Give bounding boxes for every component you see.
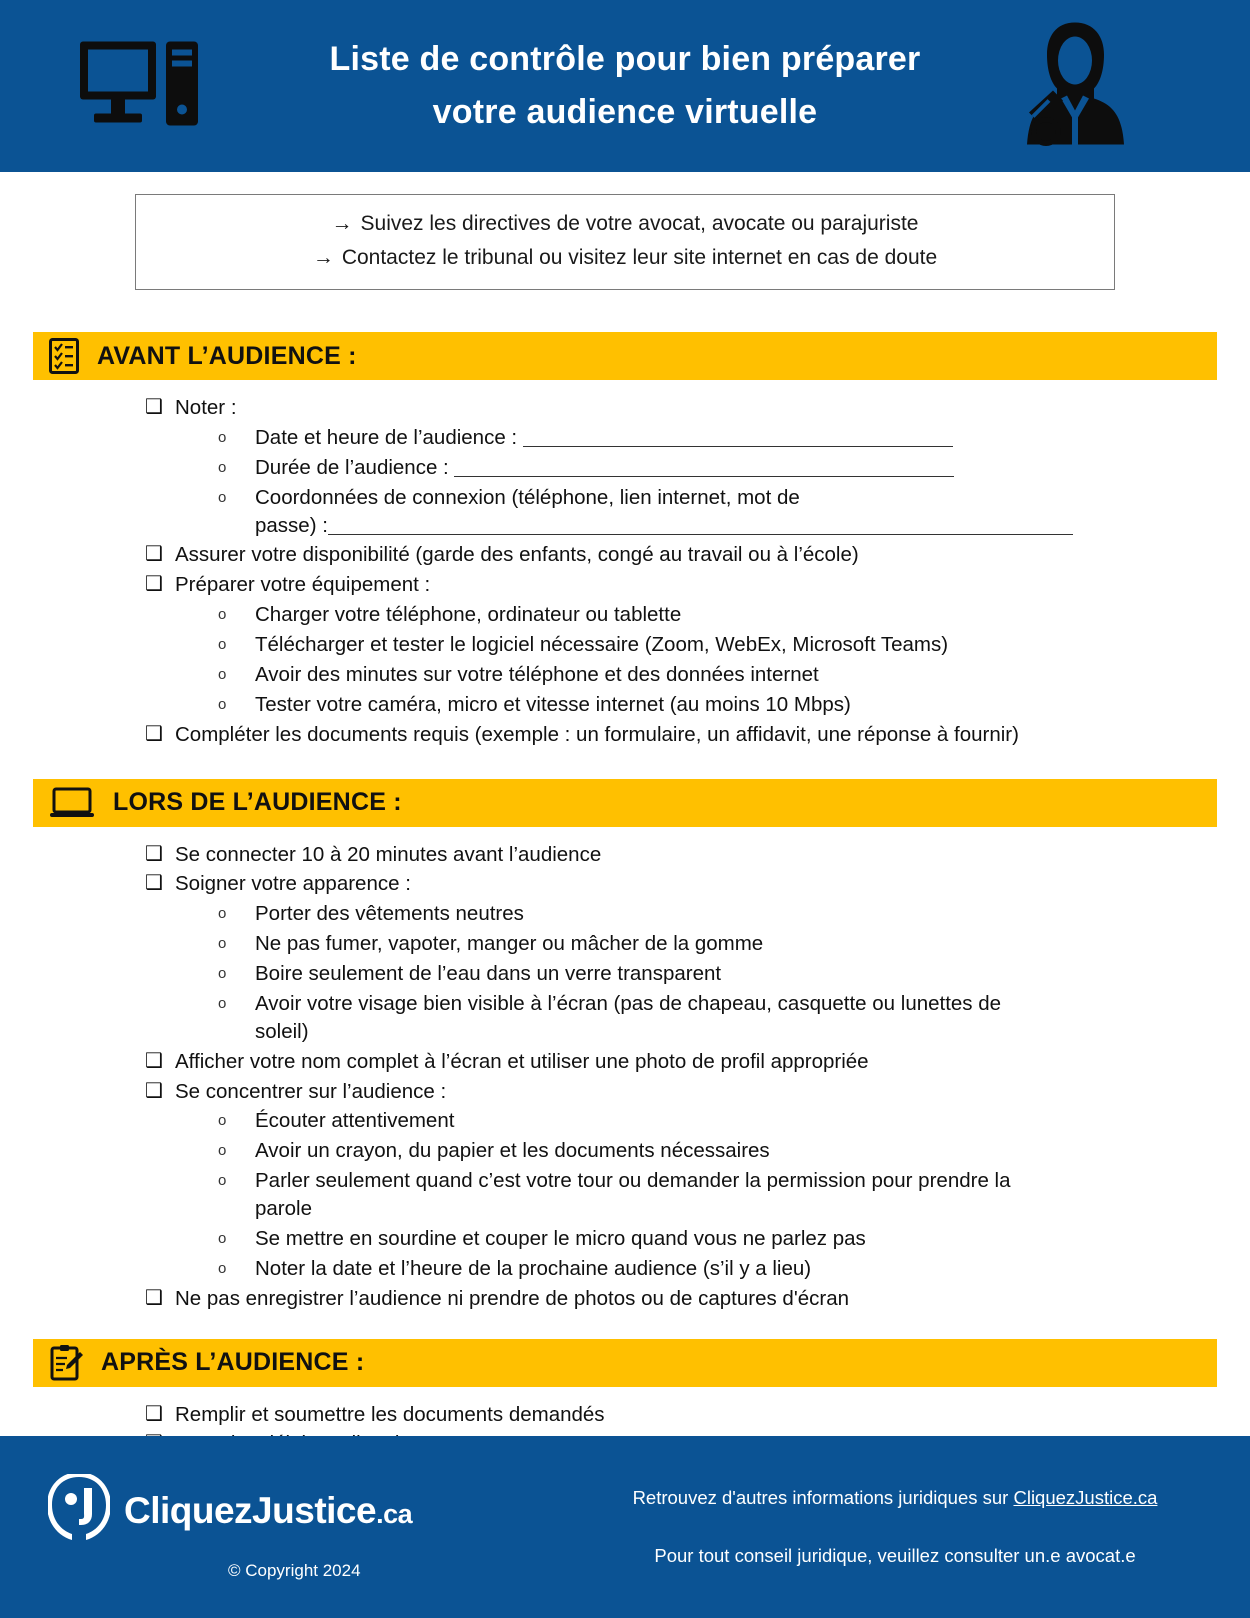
checkbox-icon[interactable]: ❑: [145, 396, 163, 419]
checkbox-icon[interactable]: ❑: [145, 1402, 163, 1425]
list-item[interactable]: [0, 721, 1250, 749]
list-item[interactable]: [0, 1401, 1250, 1429]
section-banner-lors: [33, 779, 1217, 827]
list-item[interactable]: [0, 541, 1250, 569]
bullet-spacer: [215, 1018, 255, 1046]
list-item[interactable]: [0, 1048, 1250, 1076]
list-item[interactable]: [0, 571, 1250, 599]
notice-text-2: Contactez le tribunal ou visitez leur site internet en cas de doute: [341, 246, 938, 270]
circle-bullet-icon: o: [218, 965, 227, 983]
checkbox-icon[interactable]: ❑: [145, 872, 163, 895]
notice-text-1: Suivez les directives de votre avocat, avocate ou parajuriste: [360, 212, 919, 235]
list-item-label: Tester votre caméra, micro et vitesse internet (au moins 10 Mbps): [255, 692, 851, 716]
checkbox-icon[interactable]: ❑: [145, 722, 163, 745]
circle-bullet-icon: o: [218, 1112, 227, 1130]
title-line-1: Liste de contrôle pour bien préparer: [329, 40, 921, 79]
circle-bullet-icon: o: [218, 695, 227, 713]
list-item-label: soleil): [255, 1019, 309, 1043]
list-item-continuation: [0, 512, 1250, 540]
circle-bullet-icon: o: [218, 1229, 227, 1247]
list-item-text: Durée de l’audience :: [255, 455, 455, 479]
list-item-label: Avoir votre visage bien visible à l’écran (pas de chapeau, casquette ou lunettes de: [255, 991, 1002, 1015]
list-item-label: [255, 454, 1250, 482]
desktop-computer-icon: [78, 38, 200, 135]
list-item[interactable]: [0, 900, 1250, 928]
list-item-label: Charger votre téléphone, ordinateur ou tablette: [255, 603, 682, 627]
list-item-label: Avoir un crayon, du papier et les documents nécessaires: [255, 1139, 770, 1163]
clipboard-pen-icon: [49, 1344, 83, 1382]
section-title-lors: LORS DE L’AUDIENCE :: [113, 788, 402, 817]
page-title: [330, 33, 921, 138]
footer-wordmark-tld: .ca: [376, 1499, 413, 1529]
list-item-label: Se concentrer sur l’audience :: [175, 1079, 447, 1103]
cliquezjustice-link[interactable]: CliquezJustice.ca: [1013, 1487, 1158, 1509]
fill-in-blank[interactable]: [523, 446, 953, 447]
list-item-label: [255, 512, 1250, 540]
footer-line-1-text: Retrouvez d'autres informations juridiques sur: [632, 1487, 1014, 1509]
circle-bullet-icon: o: [218, 1259, 227, 1277]
judge-lawyer-icon: [1023, 19, 1128, 154]
list-item[interactable]: [0, 1255, 1250, 1283]
list-item-text: Date et heure de l’audience :: [255, 425, 523, 449]
title-line-2: votre audience virtuelle: [432, 93, 818, 131]
notice-wrapper: [0, 172, 1250, 290]
list-item[interactable]: [0, 424, 1250, 452]
list-item-label: Afficher votre nom complet à l’écran et utiliser une photo de profil appropriée: [175, 1049, 869, 1073]
list-item-continuation: [0, 1018, 1250, 1046]
bullet-spacer: [215, 1195, 255, 1223]
footer-info: [560, 1483, 1250, 1570]
list-item[interactable]: [0, 454, 1250, 482]
list-item-label: Soigner votre apparence :: [175, 872, 411, 896]
list-item[interactable]: [0, 1137, 1250, 1165]
list-item[interactable]: [0, 631, 1250, 659]
list-item-label: [255, 424, 1250, 452]
page-footer: [0, 1436, 1250, 1618]
list-item-label: Boire seulement de l’eau dans un verre transparent: [255, 962, 722, 986]
checklist-clipboard-icon: [49, 338, 79, 374]
circle-bullet-icon: o: [218, 488, 227, 506]
list-item[interactable]: [0, 394, 1250, 422]
list-item[interactable]: [0, 1107, 1250, 1135]
list-item-label: Télécharger et tester le logiciel nécessaire (Zoom, WebEx, Microsoft Teams): [255, 633, 949, 657]
list-item-label: Avoir des minutes sur votre téléphone et des données internet: [255, 662, 819, 686]
list-item-label: Se mettre en sourdine et couper le micro quand vous ne parlez pas: [255, 1226, 866, 1250]
list-item-label: Compléter les documents requis (exemple : un formulaire, un affidavit, une réponse à fournir): [175, 722, 1019, 746]
circle-bullet-icon: o: [218, 935, 227, 953]
list-item-label: Parler seulement quand c’est votre tour ou demander la permission pour prendre la: [255, 1169, 1011, 1193]
circle-bullet-icon: o: [218, 1142, 227, 1160]
list-item[interactable]: [0, 870, 1250, 898]
circle-bullet-icon: o: [218, 994, 227, 1012]
checkbox-icon[interactable]: ❑: [145, 573, 163, 596]
list-item[interactable]: [0, 1167, 1250, 1195]
list-item[interactable]: [0, 1225, 1250, 1253]
arrow-icon: →: [331, 212, 353, 235]
checkbox-icon[interactable]: ❑: [145, 842, 163, 865]
circle-bullet-icon: o: [218, 1172, 227, 1190]
copyright-text: © Copyright 2024: [228, 1560, 361, 1580]
page-header: [0, 0, 1250, 172]
list-item[interactable]: [0, 691, 1250, 719]
circle-bullet-icon: o: [218, 636, 227, 654]
laptop-icon: [49, 787, 95, 819]
notice-box: [135, 194, 1115, 290]
footer-wordmark: [124, 1490, 412, 1532]
list-item[interactable]: [0, 1285, 1250, 1313]
list-item-label: Porter des vêtements neutres: [255, 902, 524, 926]
arrow-icon: →: [312, 246, 334, 270]
list-item-continuation: [0, 1195, 1250, 1223]
list-item-label: Se connecter 10 à 20 minutes avant l’audience: [175, 842, 602, 866]
list-item-label: Noter la date et l’heure de la prochaine audience (s’il y a lieu): [255, 1256, 812, 1280]
list-item-label: Noter :: [175, 396, 237, 420]
footer-line-2: Pour tout conseil juridique, veuillez consulter un.e avocat.e: [654, 1545, 1136, 1566]
list-item[interactable]: [0, 484, 1250, 512]
section-banner-apres: [33, 1339, 1217, 1387]
footer-wordmark-main: CliquezJustice: [124, 1490, 377, 1531]
fill-in-blank[interactable]: [328, 534, 1073, 535]
list-item-label: parole: [255, 1197, 312, 1221]
list-item[interactable]: [0, 601, 1250, 629]
list-item[interactable]: [0, 960, 1250, 988]
list-item[interactable]: [0, 841, 1250, 869]
checkbox-icon[interactable]: ❑: [145, 1286, 163, 1309]
list-item-label: Ne pas fumer, vapoter, manger ou mâcher de la gomme: [255, 932, 764, 956]
notice-line-1: [154, 207, 1096, 241]
notice-line-2: [154, 241, 1096, 275]
cliquezjustice-logo-icon: [48, 1474, 110, 1549]
circle-bullet-icon: o: [218, 665, 227, 683]
list-item[interactable]: [0, 661, 1250, 689]
section-list-lors: [0, 827, 1250, 1313]
checkbox-icon[interactable]: ❑: [145, 1079, 163, 1102]
list-item-label: Remplir et soumettre les documents demandés: [175, 1402, 605, 1426]
section-title-apres: APRÈS L’AUDIENCE :: [101, 1348, 365, 1377]
circle-bullet-icon: o: [218, 458, 227, 476]
fill-in-blank[interactable]: [454, 476, 954, 477]
footer-logo-row: [48, 1474, 560, 1549]
list-item-label: Assurer votre disponibilité (garde des enfants, congé au travail ou à l’école): [175, 543, 859, 567]
footer-branding: [0, 1474, 560, 1581]
footer-line-1: [580, 1483, 1210, 1513]
list-item-label: Coordonnées de connexion (téléphone, lien internet, mot de: [255, 485, 800, 509]
checkbox-icon[interactable]: ❑: [145, 1049, 163, 1072]
list-item-label: Préparer votre équipement :: [175, 573, 431, 597]
list-item-text: passe) :: [255, 513, 328, 537]
list-item-label: Ne pas enregistrer l’audience ni prendre de photos ou de captures d'écran: [175, 1286, 850, 1310]
bullet-spacer: [215, 512, 255, 540]
list-item[interactable]: [0, 930, 1250, 958]
circle-bullet-icon: o: [218, 428, 227, 446]
circle-bullet-icon: o: [218, 905, 227, 923]
section-title-avant: AVANT L’AUDIENCE :: [97, 341, 357, 370]
list-item-label: Écouter attentivement: [255, 1109, 455, 1133]
section-list-avant: [0, 380, 1250, 749]
section-banner-avant: [33, 332, 1217, 380]
circle-bullet-icon: o: [218, 606, 227, 624]
checkbox-icon[interactable]: ❑: [145, 543, 163, 566]
list-item[interactable]: [0, 990, 1250, 1018]
list-item[interactable]: [0, 1078, 1250, 1106]
